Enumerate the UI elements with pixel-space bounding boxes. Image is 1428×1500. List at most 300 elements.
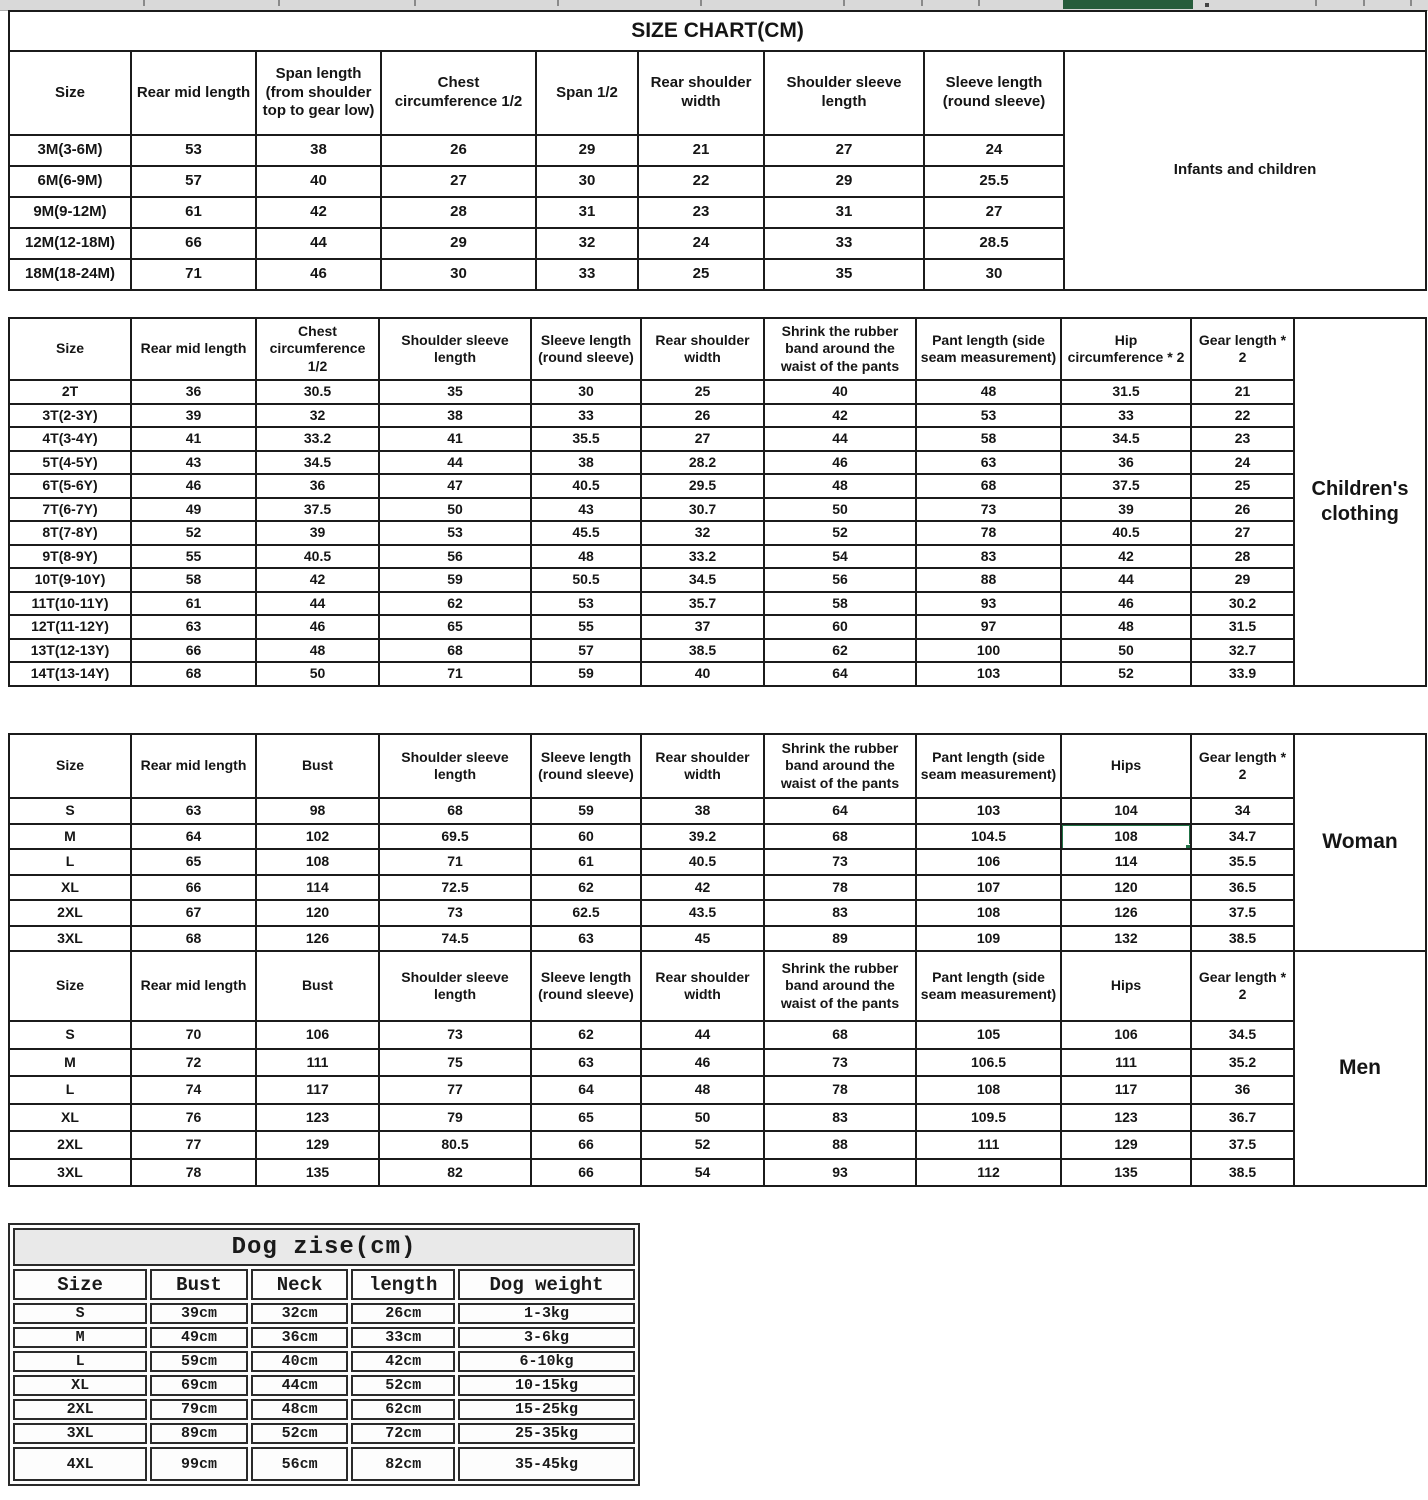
value-cell: 43: [131, 451, 256, 475]
value-cell: 112: [916, 1159, 1061, 1187]
value-cell: 45.5: [531, 521, 641, 545]
value-cell: 47: [379, 474, 531, 498]
column-header: Gear length * 2: [1191, 318, 1294, 380]
value-cell: 25: [1191, 474, 1294, 498]
value-cell: 64: [131, 824, 256, 850]
value-cell: 48: [641, 1076, 764, 1104]
column-boundary-tick: [1315, 0, 1317, 6]
value-cell: 68: [764, 1021, 916, 1049]
value-cell: 59: [531, 798, 641, 824]
column-header: Chest circumference 1/2: [381, 51, 536, 135]
table-row: [9, 474, 1426, 498]
column-header: Bust: [150, 1269, 248, 1300]
value-cell: 104.5: [916, 824, 1061, 850]
value-cell: 33: [764, 228, 924, 259]
size-cell: L: [9, 1076, 131, 1104]
value-cell: 65: [131, 849, 256, 875]
table-row: [9, 1159, 1426, 1187]
value-cell: 68: [916, 474, 1061, 498]
value-cell: 65: [531, 1104, 641, 1132]
value-cell: 26: [641, 404, 764, 428]
value-cell: 56: [764, 568, 916, 592]
column-header: Size: [9, 51, 131, 135]
value-cell: 34.5: [256, 451, 379, 475]
value-cell: 55: [531, 615, 641, 639]
size-cell: 18M(18-24M): [9, 259, 131, 290]
value-cell: 102: [256, 824, 379, 850]
value-cell: 58: [131, 568, 256, 592]
value-cell: 109.5: [916, 1104, 1061, 1132]
value-cell: 107: [916, 875, 1061, 901]
value-cell: 63: [531, 1049, 641, 1077]
column-header: Rear mid length: [131, 51, 256, 135]
dog-size-table: [8, 1223, 640, 1486]
value-cell: 73: [379, 1021, 531, 1049]
value-cell: 46: [256, 259, 381, 290]
value-cell: 111: [1061, 1049, 1191, 1077]
size-cell: S: [13, 1303, 147, 1324]
table-row: [9, 11, 1426, 51]
value-cell: 135: [1061, 1159, 1191, 1187]
value-cell: 46: [1061, 592, 1191, 616]
size-cell: 6T(5-6Y): [9, 474, 131, 498]
value-cell: 59: [531, 662, 641, 686]
value-cell: 129: [256, 1131, 379, 1159]
table-row: [9, 404, 1426, 428]
value-cell: 28: [1191, 545, 1294, 569]
column-header: Rear shoulder width: [641, 734, 764, 798]
value-cell: 123: [256, 1104, 379, 1132]
value-cell: 26: [381, 135, 536, 166]
value-cell: 34.5: [641, 568, 764, 592]
value-cell: 42: [641, 875, 764, 901]
value-cell: 36: [256, 474, 379, 498]
value-cell: 39: [1061, 498, 1191, 522]
column-header: Hips: [1061, 951, 1191, 1021]
column-header: Sleeve length (round sleeve): [531, 734, 641, 798]
value-cell: 68: [131, 662, 256, 686]
section-label-woman: Woman: [1294, 734, 1426, 951]
table-row: [13, 1269, 635, 1300]
value-cell: 38: [379, 404, 531, 428]
value-cell: 56cm: [251, 1447, 349, 1481]
column-header: Neck: [251, 1269, 349, 1300]
value-cell: 72cm: [351, 1423, 455, 1444]
column-boundary-tick: [1410, 0, 1412, 6]
value-cell: 66: [131, 228, 256, 259]
column-boundary-tick: [143, 0, 145, 6]
value-cell: 40: [641, 662, 764, 686]
value-cell: 48cm: [251, 1399, 349, 1420]
column-header: Pant length (side seam measurement): [916, 734, 1061, 798]
table-row: [9, 521, 1426, 545]
column-header: Rear shoulder width: [638, 51, 764, 135]
value-cell: 38: [641, 798, 764, 824]
column-boundary-tick: [414, 0, 416, 6]
size-cell: 3XL: [9, 926, 131, 952]
value-cell: 32cm: [251, 1303, 349, 1324]
value-cell: 44cm: [251, 1375, 349, 1396]
value-cell: 73: [379, 900, 531, 926]
value-cell: 31.5: [1061, 380, 1191, 404]
size-cell: 8T(7-8Y): [9, 521, 131, 545]
value-cell: 73: [764, 1049, 916, 1077]
value-cell: 35.5: [531, 427, 641, 451]
size-cell: M: [9, 1049, 131, 1077]
value-cell: 78: [916, 521, 1061, 545]
value-cell: 62: [764, 639, 916, 663]
value-cell: 73: [916, 498, 1061, 522]
value-cell: 36: [1191, 1076, 1294, 1104]
value-cell: 77: [131, 1131, 256, 1159]
value-cell: 97: [916, 615, 1061, 639]
value-cell: 42: [1061, 545, 1191, 569]
value-cell: 44: [256, 592, 379, 616]
size-cell: M: [9, 824, 131, 850]
size-cell: 6M(6-9M): [9, 166, 131, 197]
value-cell: 66: [531, 1131, 641, 1159]
value-cell: 24: [1191, 451, 1294, 475]
size-cell: S: [9, 1021, 131, 1049]
value-cell: 78: [764, 1076, 916, 1104]
value-cell: 15-25kg: [458, 1399, 635, 1420]
size-cell: L: [9, 849, 131, 875]
value-cell: 68: [379, 639, 531, 663]
value-cell: 59: [379, 568, 531, 592]
table-row: [9, 1021, 1426, 1049]
value-cell: 63: [131, 798, 256, 824]
value-cell: 50: [1061, 639, 1191, 663]
value-cell: 103: [916, 798, 1061, 824]
value-cell: 31: [536, 197, 638, 228]
value-cell: 33cm: [351, 1327, 455, 1348]
value-cell: 61: [131, 197, 256, 228]
value-cell: 26: [1191, 498, 1294, 522]
value-cell: 31: [764, 197, 924, 228]
size-cell: 4XL: [13, 1447, 147, 1481]
column-boundary-tick: [557, 0, 559, 6]
value-cell: 36cm: [251, 1327, 349, 1348]
value-cell: 53: [916, 404, 1061, 428]
value-cell: 73: [764, 849, 916, 875]
value-cell: 45: [641, 926, 764, 952]
value-cell: 30: [536, 166, 638, 197]
value-cell: 111: [916, 1131, 1061, 1159]
value-cell: 62.5: [531, 900, 641, 926]
column-header: Shoulder sleeve length: [379, 318, 531, 380]
value-cell: 36: [1061, 451, 1191, 475]
value-cell: 64: [764, 662, 916, 686]
value-cell: 39: [256, 521, 379, 545]
value-cell: 25: [641, 380, 764, 404]
column-header: Pant length (side seam measurement): [916, 318, 1061, 380]
value-cell: 78: [131, 1159, 256, 1187]
value-cell: 52: [1061, 662, 1191, 686]
section-label-infants: Infants and children: [1064, 51, 1426, 290]
value-cell: 50: [641, 1104, 764, 1132]
table-row: [9, 318, 1426, 380]
column-header: Shoulder sleeve length: [764, 51, 924, 135]
value-cell: 29: [381, 228, 536, 259]
value-cell: 135: [256, 1159, 379, 1187]
value-cell: 42cm: [351, 1351, 455, 1372]
value-cell: 114: [1061, 849, 1191, 875]
column-header: Size: [13, 1269, 147, 1300]
value-cell: 106: [256, 1021, 379, 1049]
value-cell: 35: [764, 259, 924, 290]
value-cell: 71: [379, 849, 531, 875]
value-cell: 106: [1061, 1021, 1191, 1049]
value-cell: 44: [1061, 568, 1191, 592]
column-header: Bust: [256, 951, 379, 1021]
value-cell: 52: [641, 1131, 764, 1159]
value-cell: 29: [764, 166, 924, 197]
value-cell: 44: [641, 1021, 764, 1049]
value-cell: 69.5: [379, 824, 531, 850]
column-header: length: [351, 1269, 455, 1300]
value-cell: 70: [131, 1021, 256, 1049]
column-header: Hip circumference * 2: [1061, 318, 1191, 380]
value-cell: 21: [1191, 380, 1294, 404]
value-cell: 38.5: [641, 639, 764, 663]
value-cell: 52: [764, 521, 916, 545]
value-cell: 41: [379, 427, 531, 451]
size-cell: XL: [9, 1104, 131, 1132]
column-header: Shrink the rubber band around the waist of the pants: [764, 734, 916, 798]
value-cell: 35.2: [1191, 1049, 1294, 1077]
value-cell: 68: [379, 798, 531, 824]
infants-size-table: [8, 10, 1427, 291]
table-row: [9, 615, 1426, 639]
value-cell: 93: [764, 1159, 916, 1187]
value-cell: 53: [531, 592, 641, 616]
value-cell: 44: [379, 451, 531, 475]
value-cell: 82cm: [351, 1447, 455, 1481]
value-cell: 55: [131, 545, 256, 569]
value-cell: 42: [764, 404, 916, 428]
column-header: Rear mid length: [131, 734, 256, 798]
value-cell: 75: [379, 1049, 531, 1077]
value-cell: 79cm: [150, 1399, 248, 1420]
value-cell: 27: [381, 166, 536, 197]
value-cell: 74.5: [379, 926, 531, 952]
column-boundary-tick: [278, 0, 280, 6]
value-cell: 62: [531, 1021, 641, 1049]
value-cell: 79: [379, 1104, 531, 1132]
table-row: [9, 639, 1426, 663]
value-cell: 32: [641, 521, 764, 545]
table-row: [13, 1303, 635, 1324]
value-cell: 44: [256, 228, 381, 259]
adults-size-table: [8, 733, 1427, 1187]
cell-selection-outline: [1061, 824, 1191, 850]
value-cell: 57: [531, 639, 641, 663]
size-cell: 14T(13-14Y): [9, 662, 131, 686]
value-cell: 25-35kg: [458, 1423, 635, 1444]
column-header: Bust: [256, 734, 379, 798]
table-row: [9, 900, 1426, 926]
value-cell: 93: [916, 592, 1061, 616]
value-cell: 100: [916, 639, 1061, 663]
value-cell: 62: [531, 875, 641, 901]
value-cell: 44: [764, 427, 916, 451]
size-cell: S: [9, 798, 131, 824]
value-cell: 64: [531, 1076, 641, 1104]
value-cell: 40.5: [531, 474, 641, 498]
value-cell: 32: [256, 404, 379, 428]
value-cell: 108: [916, 900, 1061, 926]
column-header: Rear shoulder width: [641, 318, 764, 380]
size-cell: 11T(10-11Y): [9, 592, 131, 616]
value-cell: 88: [916, 568, 1061, 592]
column-header: Shrink the rubber band around the waist of the pants: [764, 318, 916, 380]
value-cell: 60: [531, 824, 641, 850]
column-header: Sleeve length (round sleeve): [531, 318, 641, 380]
size-cell: 2XL: [9, 900, 131, 926]
value-cell: 34.5: [1061, 427, 1191, 451]
table-row: [9, 734, 1426, 798]
column-boundary-tick: [700, 0, 702, 6]
value-cell: 33: [531, 404, 641, 428]
value-cell: 109: [916, 926, 1061, 952]
value-cell: 52cm: [251, 1423, 349, 1444]
size-cell: 2T: [9, 380, 131, 404]
value-cell: 46: [764, 451, 916, 475]
column-header: Span 1/2: [536, 51, 638, 135]
column-boundary-tick: [921, 0, 923, 6]
size-cell: 12M(12-18M): [9, 228, 131, 259]
value-cell: 106: [916, 849, 1061, 875]
value-cell: 40.5: [256, 545, 379, 569]
value-cell: 52cm: [351, 1375, 455, 1396]
value-cell: 40cm: [251, 1351, 349, 1372]
value-cell: 21: [638, 135, 764, 166]
value-cell: 37.5: [1191, 900, 1294, 926]
value-cell: 65: [379, 615, 531, 639]
value-cell: 59cm: [150, 1351, 248, 1372]
value-cell: 50: [256, 662, 379, 686]
size-cell: 3XL: [13, 1423, 147, 1444]
section-label-children: Children's clothing: [1294, 318, 1426, 686]
value-cell: 1-3kg: [458, 1303, 635, 1324]
value-cell: 38: [256, 135, 381, 166]
value-cell: 37: [641, 615, 764, 639]
value-cell: 104: [1061, 798, 1191, 824]
value-cell: 66: [131, 875, 256, 901]
column-header: Sleeve length (round sleeve): [924, 51, 1064, 135]
value-cell: 83: [764, 1104, 916, 1132]
table-row: [13, 1228, 635, 1266]
column-header: Rear shoulder width: [641, 951, 764, 1021]
value-cell: 48: [1061, 615, 1191, 639]
value-cell: 62: [379, 592, 531, 616]
value-cell: 27: [1191, 521, 1294, 545]
children-size-table: [8, 317, 1427, 687]
value-cell: 56: [379, 545, 531, 569]
value-cell: 33.2: [256, 427, 379, 451]
value-cell: 24: [924, 135, 1064, 166]
value-cell: 24: [638, 228, 764, 259]
size-cell: 3T(2-3Y): [9, 404, 131, 428]
column-header: Rear mid length: [131, 318, 256, 380]
value-cell: 99cm: [150, 1447, 248, 1481]
value-cell: 38.5: [1191, 1159, 1294, 1187]
selection-fill-handle: [1185, 844, 1191, 849]
value-cell: 49: [131, 498, 256, 522]
column-header: Dog weight: [458, 1269, 635, 1300]
table-row: [9, 1104, 1426, 1132]
value-cell: 28.5: [924, 228, 1064, 259]
value-cell: 30.5: [256, 380, 379, 404]
value-cell: 31.5: [1191, 615, 1294, 639]
value-cell: 37.5: [256, 498, 379, 522]
table-row: [9, 798, 1426, 824]
value-cell: 28: [381, 197, 536, 228]
value-cell: 108: [256, 849, 379, 875]
value-cell: 43.5: [641, 900, 764, 926]
value-cell: 40.5: [1061, 521, 1191, 545]
value-cell: 72.5: [379, 875, 531, 901]
value-cell: 33.2: [641, 545, 764, 569]
column-header: Sleeve length (round sleeve): [531, 951, 641, 1021]
value-cell: 30: [924, 259, 1064, 290]
value-cell: 80.5: [379, 1131, 531, 1159]
value-cell: 6-10kg: [458, 1351, 635, 1372]
size-cell: XL: [13, 1375, 147, 1396]
table-row: [9, 951, 1426, 1021]
column-header: Hips: [1061, 734, 1191, 798]
table-row: [9, 451, 1426, 475]
value-cell: 66: [131, 639, 256, 663]
column-header: Size: [9, 734, 131, 798]
size-cell: 7T(6-7Y): [9, 498, 131, 522]
value-cell: 57: [131, 166, 256, 197]
table-row: [9, 1049, 1426, 1077]
value-cell: 39: [131, 404, 256, 428]
value-cell: 36.7: [1191, 1104, 1294, 1132]
value-cell: 111: [256, 1049, 379, 1077]
value-cell: 40: [764, 380, 916, 404]
value-cell: 48: [916, 380, 1061, 404]
value-cell: 103: [916, 662, 1061, 686]
strip-marker: [1205, 3, 1209, 7]
value-cell: 46: [256, 615, 379, 639]
table-row: [13, 1447, 635, 1481]
column-header: Shoulder sleeve length: [379, 734, 531, 798]
value-cell: 46: [641, 1049, 764, 1077]
column-header: Size: [9, 318, 131, 380]
column-header: Span length (from shoulder top to gear low): [256, 51, 381, 135]
value-cell: 22: [1191, 404, 1294, 428]
value-cell: 37.5: [1061, 474, 1191, 498]
value-cell: 42: [256, 568, 379, 592]
value-cell: 50.5: [531, 568, 641, 592]
column-header: Size: [9, 951, 131, 1021]
table-row: [9, 498, 1426, 522]
value-cell: 61: [131, 592, 256, 616]
value-cell: 28.2: [641, 451, 764, 475]
value-cell: 3-6kg: [458, 1327, 635, 1348]
value-cell: 26cm: [351, 1303, 455, 1324]
value-cell: 38.5: [1191, 926, 1294, 952]
value-cell: 76: [131, 1104, 256, 1132]
value-cell: 36.5: [1191, 875, 1294, 901]
table-row: [9, 1076, 1426, 1104]
value-cell: 29: [1191, 568, 1294, 592]
table-row: [13, 1351, 635, 1372]
table-row: [13, 1423, 635, 1444]
dog-table-title: Dog zise(cm): [13, 1228, 635, 1266]
